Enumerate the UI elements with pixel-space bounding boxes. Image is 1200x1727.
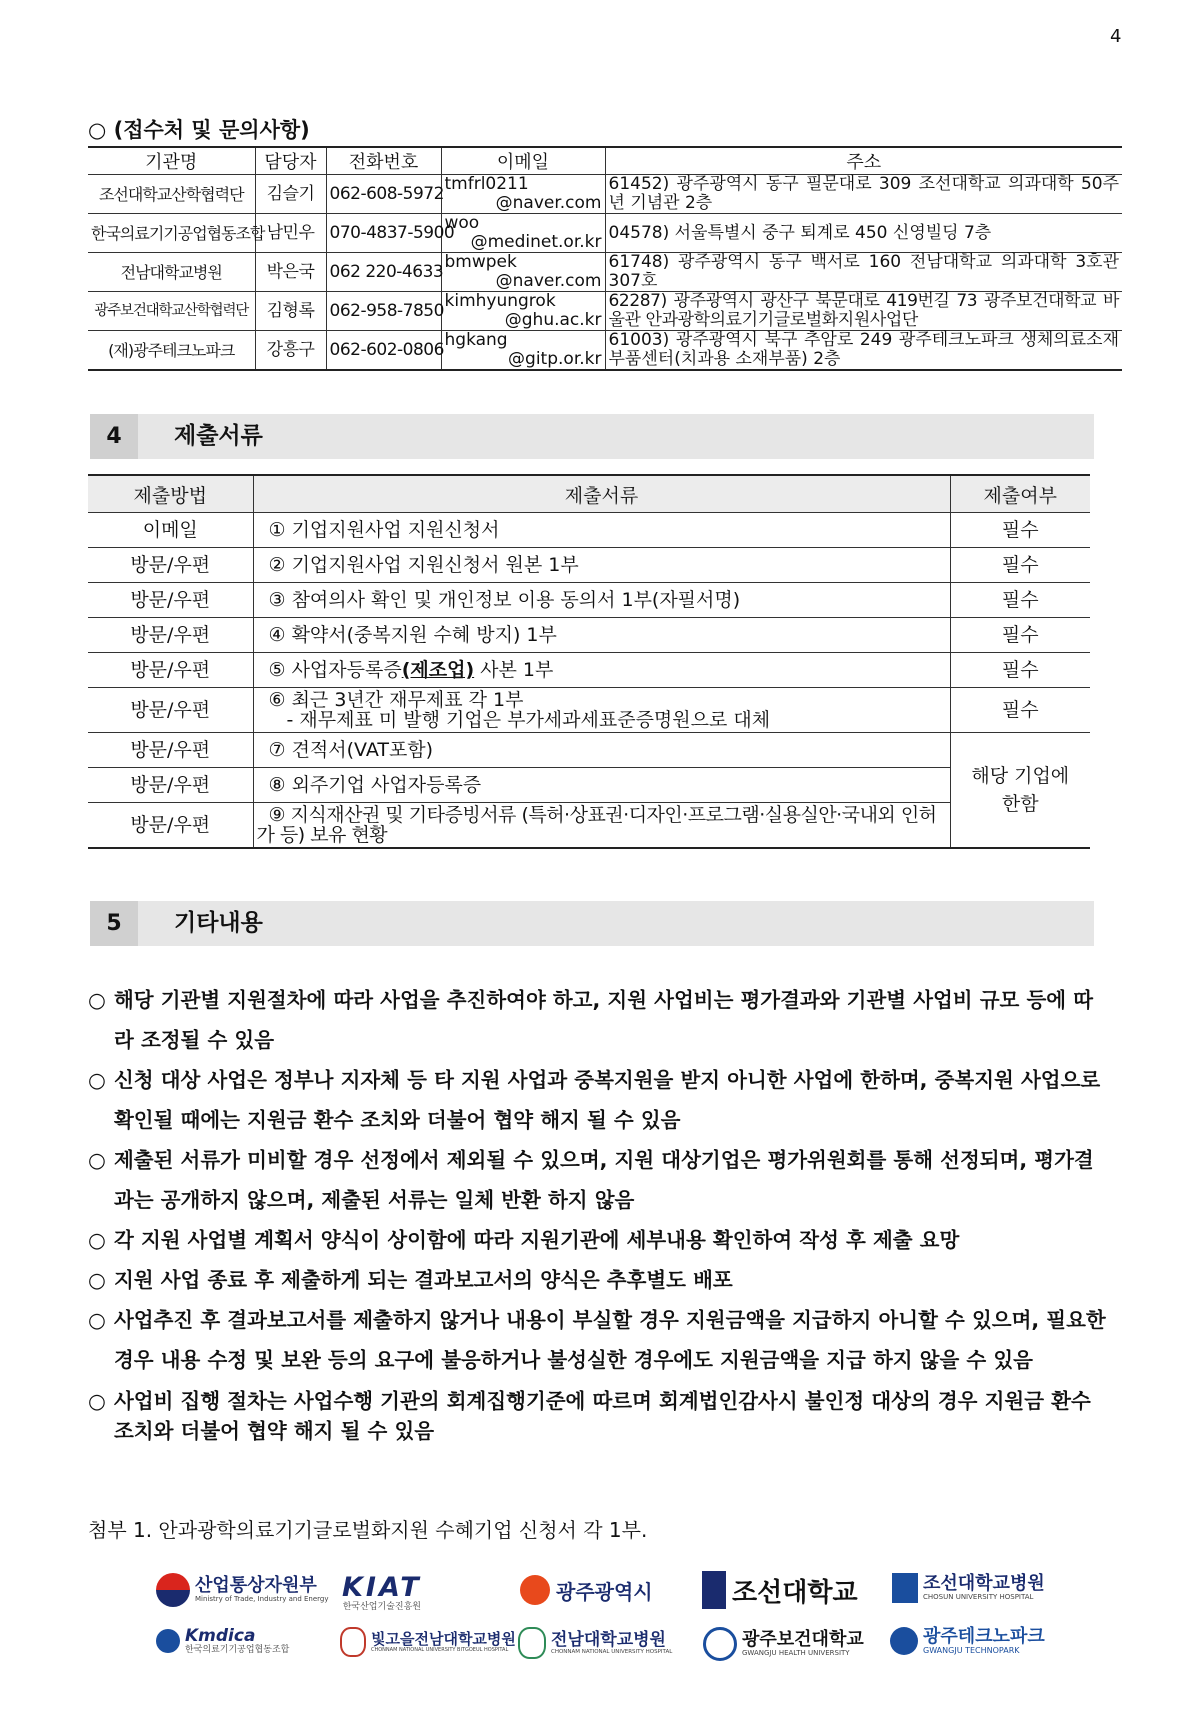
list-item: ○ 사업비 집행 절차는 사업수행 기관의 회계집행기준에 따르며 회계법인감사시 불인정 대상의 경우 지원금 환수 조치와 더불어 협약 해지 될 수 있음 bbox=[88, 1389, 1091, 1443]
section-number: 4 bbox=[90, 414, 138, 459]
list-item: ○ 사업추진 후 결과보고서를 제출하지 않거나 내용이 부실할 경우 지원금액을 지급하지 아니할 수 있으며, 필요한 경우 내용 수정 및 보완 등의 요구에 불응하거나 불성실한 경우에도 지원금액을 지급 하지 않을 수 있음 bbox=[88, 1308, 1106, 1372]
contacts-table bbox=[88, 146, 1122, 371]
kmdica-icon bbox=[156, 1629, 180, 1653]
method-cell: 방문/우편 bbox=[88, 733, 253, 768]
address-cell: 61003) 광주광역시 북구 추암로 249 광주테크노파크 생체의료소재부품센터(치과용 소재부품) 2층 bbox=[605, 331, 1122, 371]
email-cell bbox=[441, 253, 605, 292]
method-cell: 방문/우편 bbox=[88, 803, 253, 849]
col-header-person: 담당자 bbox=[255, 147, 326, 175]
org-cell: 조선대학교산학협력단 bbox=[88, 175, 255, 214]
email-cell bbox=[441, 214, 605, 253]
document-cell: ⑨ 지식재산권 및 기타증빙서류 (특허·상표권·디자인·프로그램·실용실안·국내외 인허가 등) 보유 현황 bbox=[253, 803, 950, 849]
person-cell: 김형록 bbox=[255, 292, 326, 331]
required-cell: 필수 bbox=[950, 583, 1090, 618]
address-cell: 62287) 광주광역시 광산구 북문대로 419번길 73 광주보건대학교 바울관 안과광학의료기기글로벌화지원사업단 bbox=[605, 292, 1122, 331]
table-row bbox=[88, 733, 1090, 768]
required-cell: 필수 bbox=[950, 548, 1090, 583]
table-row bbox=[88, 688, 1090, 733]
org-cell: 광주보건대학교산학협력단 bbox=[88, 292, 255, 331]
table-row bbox=[88, 175, 1122, 214]
taegeuk-icon bbox=[156, 1573, 190, 1607]
list-item: ○ 제출된 서류가 미비할 경우 선정에서 제외될 수 있으며, 지원 대상기업은 평가위원회를 통해 선정되며, 평가결과는 공개하지 않으며, 제출된 서류는 일체 반환 하지 않음 bbox=[88, 1148, 1094, 1212]
notes-list bbox=[88, 980, 1108, 1446]
table-row bbox=[88, 292, 1122, 331]
logo-ghu: 광주보건대학교 GWANGJU HEALTH UNIVERSITY bbox=[703, 1627, 864, 1661]
list-item: ○ 해당 기관별 지원절차에 따라 사업을 추진하여야 하고, 지원 사업비는 평가결과와 기관별 사업비 규모 등에 따라 조정될 수 있음 bbox=[88, 988, 1094, 1052]
attachment-note: 첨부 1. 안과광학의료기기글로벌화지원 수혜기업 신청서 각 1부. bbox=[88, 1518, 648, 1542]
email-local: tmfrl0211 bbox=[444, 174, 529, 194]
email-domain: @gitp.or.kr bbox=[508, 349, 602, 369]
email-domain: @medinet.or.kr bbox=[470, 232, 602, 252]
document-subnote: - 재무제표 미 발행 기업은 부가세과세표준증명원으로 대체 bbox=[286, 709, 771, 731]
phone-cell: 062 220-4633 bbox=[326, 253, 441, 292]
phone-cell: 062-608-5972 bbox=[326, 175, 441, 214]
email-cell bbox=[441, 292, 605, 331]
table-row bbox=[88, 214, 1122, 253]
email-local: hgkang bbox=[444, 330, 508, 350]
table-row bbox=[88, 548, 1090, 583]
org-cell: 한국의료기기공업협동조합 bbox=[88, 214, 255, 253]
person-cell: 박은국 bbox=[255, 253, 326, 292]
contacts-section-label: ○ (접수처 및 문의사항) bbox=[88, 118, 310, 142]
list-item: ○ 각 지원 사업별 계획서 양식이 상이함에 따라 지원기관에 세부내용 확인하여 작성 후 제출 요망 bbox=[88, 1228, 960, 1252]
list-item: ○ 신청 대상 사업은 정부나 지자체 등 타 지원 사업과 중복지원을 받지 아니한 사업에 한하며, 중복지원 사업으로 확인될 때에는 지원금 환수 조치와 더불어 협약 해지 될 수 있음 bbox=[88, 1068, 1101, 1132]
logo-gitp: 광주테크노파크 GWANGJU TECHNOPARK bbox=[890, 1627, 1045, 1656]
document-cell: ③ 참여의사 확인 및 개인정보 이용 동의서 1부(자필서명) bbox=[253, 583, 950, 618]
list-item: ○ 지원 사업 종료 후 제출하게 되는 결과보고서의 양식은 추후별도 배포 bbox=[88, 1268, 733, 1292]
table-row bbox=[88, 803, 1090, 849]
col-header-document: 제출서류 bbox=[253, 475, 950, 513]
org-cell: (재)광주테크노파크 bbox=[88, 331, 255, 371]
document-cell: ④ 확약서(중복지원 수혜 방지) 1부 bbox=[253, 618, 950, 653]
person-cell: 남민우 bbox=[255, 214, 326, 253]
document-cell: ① 기업지원사업 지원신청서 bbox=[253, 513, 950, 548]
section-5-header bbox=[90, 901, 1094, 946]
ghu-emblem-icon bbox=[703, 1627, 737, 1661]
table-header-row bbox=[88, 475, 1090, 513]
table-row bbox=[88, 253, 1122, 292]
logo-kiat: KIAT 한국산업기술진흥원 bbox=[342, 1572, 422, 1612]
section-title: 기타내용 bbox=[174, 910, 263, 936]
email-cell bbox=[441, 175, 605, 214]
address-cell: 04578) 서울특별시 중구 퇴계로 450 신영빌딩 7층 bbox=[605, 214, 1122, 253]
footer-logos bbox=[150, 1565, 1050, 1695]
required-merged-cell: 해당 기업에 한함 bbox=[950, 733, 1090, 849]
table-header-row bbox=[88, 147, 1122, 175]
method-cell: 방문/우편 bbox=[88, 618, 253, 653]
chosun-emblem-icon bbox=[702, 1571, 726, 1609]
document-cell: ⑥ 최근 3년간 재무제표 각 1부 - 재무제표 미 발행 기업은 부가세과세표준증명원으로 대체 bbox=[253, 688, 950, 733]
table-row bbox=[88, 618, 1090, 653]
email-domain: @naver.com bbox=[495, 193, 602, 213]
document-cell: ⑤ 사업자등록증(제조업) 사본 1부 bbox=[253, 653, 950, 688]
method-cell: 방문/우편 bbox=[88, 548, 253, 583]
required-cell: 필수 bbox=[950, 688, 1090, 733]
section-title: 제출서류 bbox=[174, 423, 263, 449]
col-header-email: 이메일 bbox=[441, 147, 605, 175]
logo-bitgoeul: 빛고을전남대학교병원 CHONNAM NATIONAL UNIVERSITY BITGOEUL HOSPITAL bbox=[340, 1627, 516, 1657]
logo-cnuh: 전남대학교병원 CHONNAM NATIONAL UNIVERSITY HOSPITAL bbox=[518, 1627, 672, 1659]
table-row bbox=[88, 653, 1090, 688]
person-cell: 강흥구 bbox=[255, 331, 326, 371]
document-cell: ⑧ 외주기업 사업자등록증 bbox=[253, 768, 950, 803]
email-local: kimhyungrok bbox=[444, 291, 556, 311]
table-row bbox=[88, 513, 1090, 548]
cnuh-emblem-icon bbox=[518, 1627, 546, 1659]
phone-cell: 062-958-7850 bbox=[326, 292, 441, 331]
document-cell: ② 기업지원사업 지원신청서 원본 1부 bbox=[253, 548, 950, 583]
email-domain: @naver.com bbox=[495, 271, 602, 291]
logo-chosun-hospital: 조선대학교병원 CHOSUN UNIVERSITY HOSPITAL bbox=[892, 1573, 1045, 1603]
logo-motie: 산업통상자원부 Ministry of Trade, Industry and Energy bbox=[156, 1573, 329, 1607]
org-cell: 전남대학교병원 bbox=[88, 253, 255, 292]
col-header-address: 주소 bbox=[605, 147, 1122, 175]
section-number: 5 bbox=[90, 901, 138, 946]
required-cell: 필수 bbox=[950, 513, 1090, 548]
document-cell: ⑦ 견적서(VAT포함) bbox=[253, 733, 950, 768]
method-cell: 방문/우편 bbox=[88, 688, 253, 733]
required-cell: 필수 bbox=[950, 618, 1090, 653]
col-header-method: 제출방법 bbox=[88, 475, 253, 513]
logo-chosun: 조선대학교 bbox=[702, 1571, 858, 1609]
method-cell: 방문/우편 bbox=[88, 653, 253, 688]
phone-cell: 070-4837-5900 bbox=[326, 214, 441, 253]
email-local: bmwpek bbox=[444, 252, 517, 272]
gwangju-emblem-icon bbox=[520, 1575, 550, 1605]
table-row bbox=[88, 331, 1122, 371]
col-header-org: 기관명 bbox=[88, 147, 255, 175]
table-row bbox=[88, 583, 1090, 618]
hospital-cross-icon bbox=[892, 1573, 918, 1603]
method-cell: 방문/우편 bbox=[88, 768, 253, 803]
phone-cell: 062-602-0806 bbox=[326, 331, 441, 371]
cnuh-emblem-icon bbox=[340, 1627, 366, 1657]
col-header-required: 제출여부 bbox=[950, 475, 1090, 513]
logo-gwangju: 광주광역시 bbox=[520, 1575, 653, 1605]
email-local: woo bbox=[444, 213, 480, 233]
manufacturing-emphasis: (제조업) bbox=[401, 659, 475, 681]
email-cell bbox=[441, 331, 605, 371]
required-cell: 필수 bbox=[950, 653, 1090, 688]
section-4-header bbox=[90, 414, 1094, 459]
address-cell: 61748) 광주광역시 동구 백서로 160 전남대학교 의과대학 3호관 307호 bbox=[605, 253, 1122, 292]
documents-table bbox=[88, 474, 1090, 849]
person-cell: 김슬기 bbox=[255, 175, 326, 214]
method-cell: 이메일 bbox=[88, 513, 253, 548]
gitp-icon bbox=[890, 1627, 918, 1655]
email-domain: @ghu.ac.kr bbox=[504, 310, 602, 330]
page-number: 4 bbox=[1110, 26, 1122, 47]
col-header-phone: 전화번호 bbox=[326, 147, 441, 175]
method-cell: 방문/우편 bbox=[88, 583, 253, 618]
table-row bbox=[88, 768, 1090, 803]
logo-kmdica: Kmdica 한국의료기기공업협동조합 bbox=[156, 1627, 289, 1656]
address-cell: 61452) 광주광역시 동구 필문대로 309 조선대학교 의과대학 50주년 기념관 2층 bbox=[605, 175, 1122, 214]
